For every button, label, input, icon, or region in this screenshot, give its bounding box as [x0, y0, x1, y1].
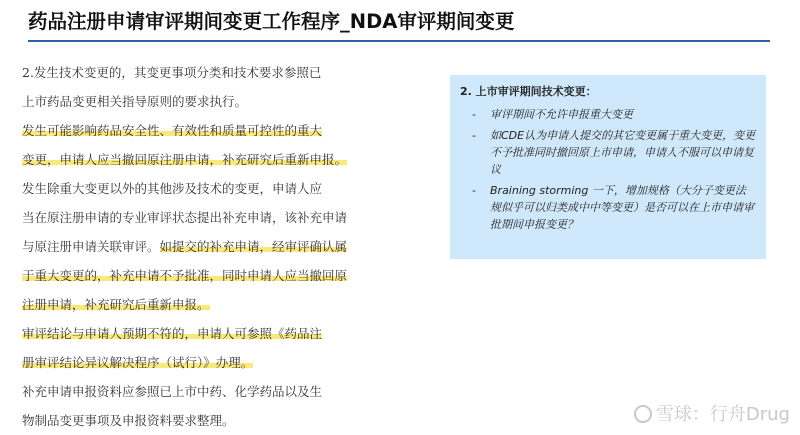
highlighted-text: 变更，申请人应当撤回原注册申请，补充研究后重新申报。	[22, 152, 348, 167]
note-item: - Braining storming 一下，增加规格（大分子变更法规似乎可以归类成中中等变更）是否可以在上市申请审批期间申报变更？	[472, 184, 754, 231]
doc-line: 当在原注册申请的专业审评状态提出补充申请，该补充申请	[22, 210, 348, 225]
doc-line	[22, 290, 432, 319]
doc-line	[22, 261, 432, 290]
dash-bullet-icon: -	[472, 129, 476, 142]
doc-line	[22, 116, 432, 145]
doc-line	[22, 348, 432, 377]
dash-bullet-icon: -	[472, 184, 476, 197]
page-title: 药品注册申请审评期间变更工作程序_NDA审评期间变更	[28, 10, 515, 33]
doc-line: 2.发生技术变更的，其变更事项分类和技术要求参照已	[22, 65, 322, 80]
doc-line	[22, 145, 432, 174]
note-item: - 审评期间不允许申报重大变更	[472, 108, 633, 121]
note-box	[450, 75, 766, 259]
highlighted-text: 册审评结论异议解决程序（试行）》办理。	[22, 355, 254, 370]
doc-line: 上市药品变更相关指导原则的要求执行。	[22, 94, 248, 109]
highlighted-text: 于重大变更的，补充申请不予批准，同时申请人应当撤回原	[22, 268, 348, 283]
document-excerpt	[22, 58, 432, 435]
highlighted-text: 发生可能影响药品安全性、有效性和质量可控性的重大	[22, 123, 323, 138]
highlighted-text: 审评结论与申请人预期不符的，申请人可参照《药品注	[22, 326, 323, 341]
doc-line: 发生除重大变更以外的其他涉及技术的变更，申请人应	[22, 181, 323, 196]
note-heading: 2. 上市审评期间技术变更：	[460, 85, 597, 98]
dash-bullet-icon: -	[472, 108, 476, 121]
doc-line	[22, 319, 432, 348]
doc-line: 与原注册申请关联审评。如提交的补充申请，经审评确认属	[22, 239, 348, 254]
watermark: 雪球：行舟Drug	[634, 400, 790, 426]
note-item: - 如CDE认为申请人提交的其它变更属于重大变更，变更不予批准同时撤回原上市申请，申请人不服可以申请复议	[472, 129, 756, 176]
title-underline	[28, 40, 770, 42]
highlighted-text: 如提交的补充申请，经审评确认属	[159, 239, 348, 254]
doc-line: 补充申请申报资料应参照已上市中药、化学药品以及生	[22, 384, 323, 399]
highlighted-text: 注册申请，补充研究后重新申报。	[22, 297, 210, 312]
snowball-logo-icon	[634, 405, 652, 423]
doc-line: 物制品变更事项及申报资料要求整理。	[22, 413, 235, 428]
